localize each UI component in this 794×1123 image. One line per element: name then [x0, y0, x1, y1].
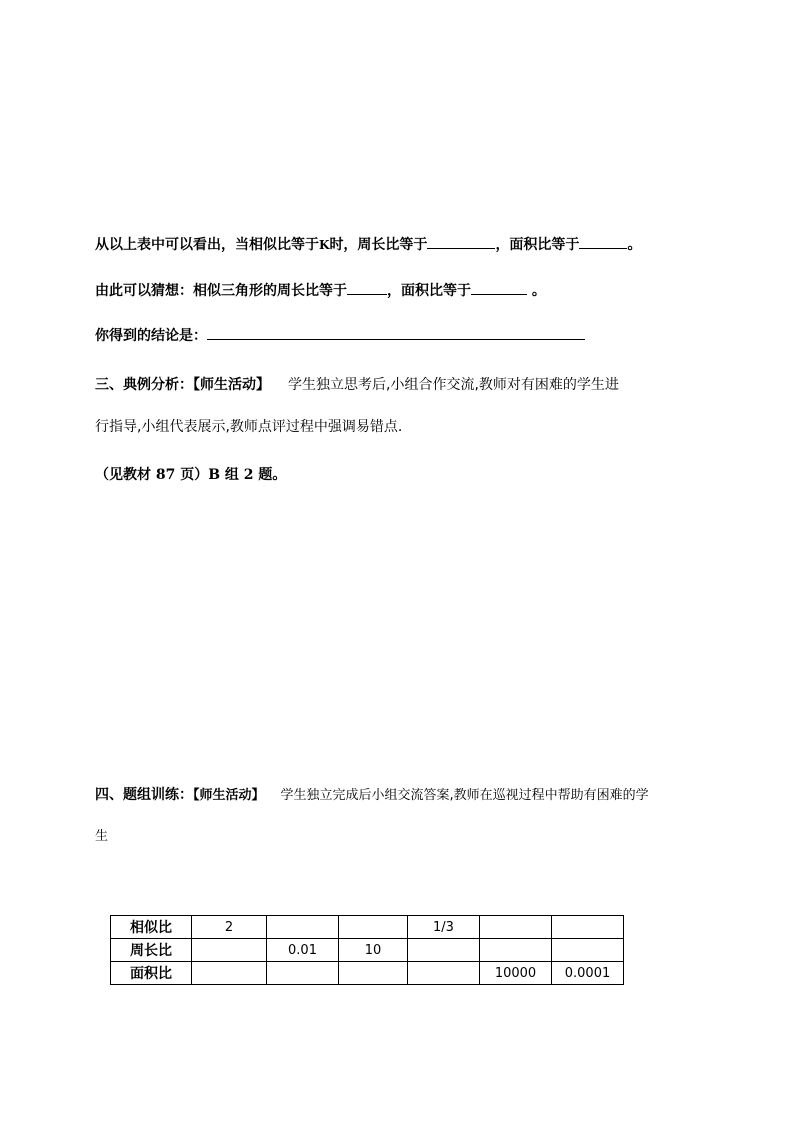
- line2-text-a: 由此可以猜想：相似三角形的周长比等于: [95, 283, 347, 299]
- table-cell[interactable]: 1/3: [408, 916, 480, 939]
- ratio-table: [110, 915, 624, 985]
- section-4-title: 四、题组训练：: [95, 787, 193, 803]
- table-row: [111, 939, 624, 962]
- textbook-reference: （见教材 87 页）B 组 2 题。: [95, 467, 287, 483]
- area-ratio-blank[interactable]: [579, 234, 627, 249]
- line1-text-d: 。: [627, 237, 642, 253]
- section-3-text-1: 学生独立思考后,小组合作交流,教师对有困难的学生进: [288, 377, 619, 393]
- section-3-role: 【师生活动】: [193, 377, 270, 393]
- section-4-text-2: 生: [95, 829, 109, 844]
- table-cell[interactable]: 0.01: [267, 939, 339, 962]
- row-label-area-ratio: 面积比: [111, 962, 192, 985]
- section-3-text-2: 行指导,小组代表展示,教师点评过程中强调易错点.: [95, 419, 403, 435]
- table-cell[interactable]: 2: [192, 916, 267, 939]
- table-cell[interactable]: [552, 916, 624, 939]
- line1-text-c: ，面积比等于: [495, 237, 580, 253]
- table-cell[interactable]: [267, 916, 339, 939]
- line2-text-c: 。: [527, 283, 546, 299]
- result-blank[interactable]: [207, 325, 585, 340]
- section-4-text-1: 学生独立完成后小组交流答案,教师在巡视过程中帮助有困难的学: [280, 788, 649, 803]
- table-cell[interactable]: [339, 916, 408, 939]
- section-3-title: 三、典例分析：: [95, 377, 193, 393]
- conjecture-perimeter-blank[interactable]: [347, 280, 387, 295]
- table-cell[interactable]: [480, 939, 552, 962]
- table-cell[interactable]: 10: [339, 939, 408, 962]
- result-line: [95, 325, 585, 346]
- section-4-heading: [95, 785, 649, 806]
- table-cell[interactable]: [408, 939, 480, 962]
- line3-text: 你得到的结论是：: [95, 328, 207, 344]
- table-cell[interactable]: [552, 939, 624, 962]
- table-cell[interactable]: 0.0001: [552, 962, 624, 985]
- row-label-perimeter-ratio: 周长比: [111, 939, 192, 962]
- table-row: [111, 916, 624, 939]
- conjecture-line: [95, 280, 546, 301]
- table-cell[interactable]: [408, 962, 480, 985]
- table-cell[interactable]: [192, 939, 267, 962]
- table-cell[interactable]: 10000: [480, 962, 552, 985]
- line1-text-b: 时，周长比等于: [329, 237, 428, 253]
- row-label-similarity-ratio: 相似比: [111, 916, 192, 939]
- line1-k: K: [319, 238, 330, 252]
- section-3-heading: [95, 375, 619, 395]
- section-4-role: 【师生活动】: [193, 788, 265, 803]
- table-row: [111, 962, 624, 985]
- line1-text-a: 从以上表中可以看出，当相似比等于: [95, 237, 319, 253]
- table-cell[interactable]: [267, 962, 339, 985]
- perimeter-ratio-blank[interactable]: [427, 234, 495, 249]
- table-cell[interactable]: [339, 962, 408, 985]
- conclusion-line-1: [95, 234, 641, 255]
- conjecture-area-blank[interactable]: [471, 280, 527, 295]
- table-cell[interactable]: [192, 962, 267, 985]
- table-cell[interactable]: [480, 916, 552, 939]
- line2-text-b: ，面积比等于: [387, 283, 471, 299]
